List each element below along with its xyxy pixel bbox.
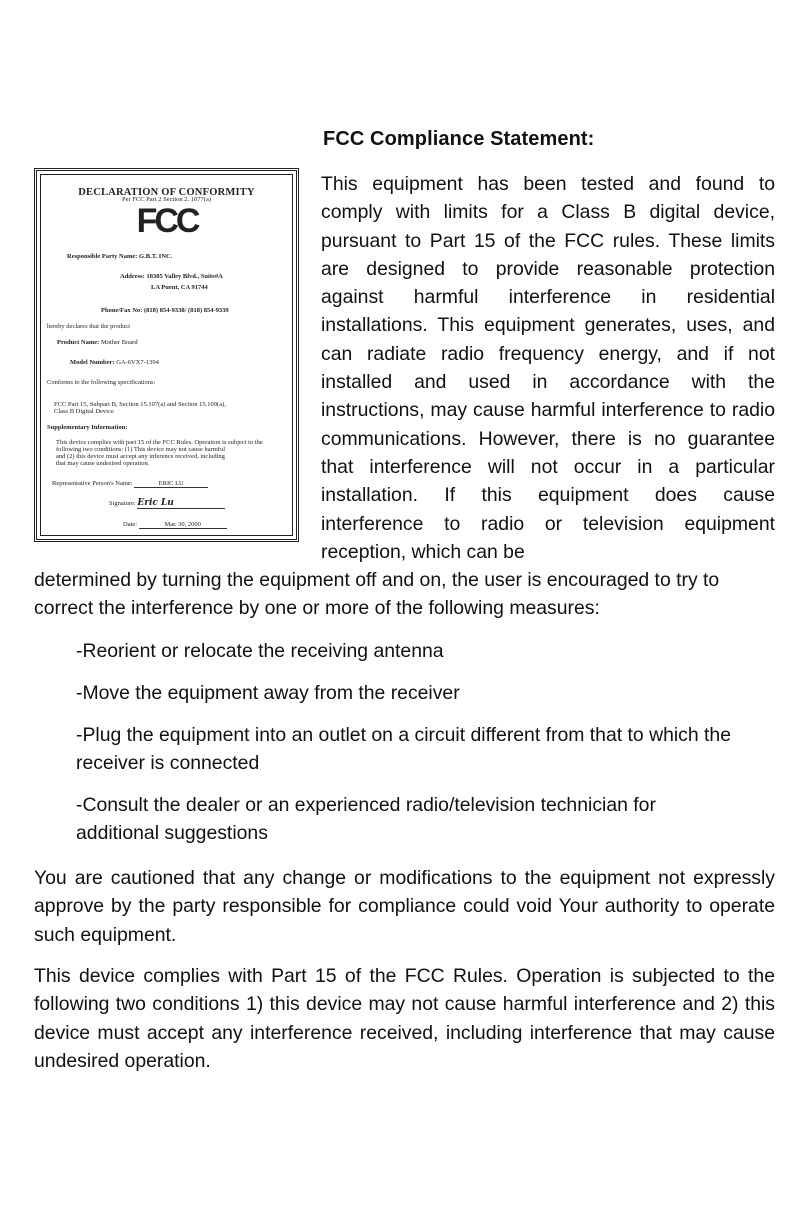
spec-line-1: FCC Part 15, Subpart B, Section 15.107(a) and Section 15.109(a), bbox=[54, 401, 226, 408]
address-row bbox=[120, 273, 223, 280]
model-number-value: GA-6VX7-1394 bbox=[116, 359, 159, 366]
supp-line-4: that may cause undesired operation. bbox=[56, 460, 150, 467]
declaration-subtitle: Per FCC Part 2 Section 2. 1077(a) bbox=[121, 196, 211, 203]
representative-label: Representative Person's Name: bbox=[52, 480, 133, 487]
signature-label: Signature: bbox=[109, 500, 136, 507]
representative-row bbox=[52, 480, 208, 488]
product-name-value: Mother Board bbox=[100, 339, 138, 346]
intro-continuation-line-1: determined by turning the equipment off and on, the user is encouraged to try to bbox=[34, 569, 720, 591]
responsible-party-value: G.B.T. INC. bbox=[139, 253, 173, 260]
measure-item: -Consult the dealer or an experienced radio/television technician for additional suggestions bbox=[76, 794, 656, 845]
address-line2: LA Puent, CA 91744 bbox=[151, 284, 208, 291]
product-name-label: Product Name: bbox=[57, 339, 100, 346]
supplementary-label: Supplementary Information: bbox=[47, 424, 128, 431]
model-number-row bbox=[70, 359, 159, 366]
declaration-title: DECLARATION OF CONFORMITY bbox=[78, 187, 255, 198]
date-label: Date: bbox=[123, 521, 138, 528]
address-line1: 18305 Valley Blvd., Suite#A bbox=[146, 273, 223, 280]
intro-continuation-line-2: correct the interference by one or more of the following measures: bbox=[34, 597, 600, 619]
date-value: Mar. 30, 2000 bbox=[139, 521, 227, 529]
declaration-of-conformity-box bbox=[34, 168, 299, 542]
representative-value: ERIC LU bbox=[134, 480, 208, 488]
caution-paragraph: You are cautioned that any change or modifications to the equipment not expressly approve by the party responsible for compliance could void Your authority to operate such equipment. bbox=[34, 867, 775, 946]
model-number-label: Model Number: bbox=[70, 359, 115, 366]
phone-row bbox=[101, 307, 229, 314]
measure-item: -Reorient or relocate the receiving antenna bbox=[76, 640, 444, 662]
supp-line-2: following two conditions: (1) This device may not cause harmful bbox=[56, 446, 226, 453]
address-label: Address: bbox=[120, 273, 145, 280]
date-row bbox=[123, 521, 227, 529]
fcc-logo-icon bbox=[136, 202, 198, 240]
phone-label: Phone/Fax No: bbox=[101, 307, 143, 314]
responsible-party-row bbox=[67, 253, 172, 260]
product-name-row bbox=[57, 339, 138, 346]
signature-row bbox=[109, 498, 225, 509]
signature-value: Eric Lu bbox=[137, 498, 225, 509]
measure-item: -Plug the equipment into an outlet on a circuit different from that to which the receiver is connected bbox=[76, 724, 731, 775]
spec-line-2: Class B Digital Device bbox=[54, 408, 114, 415]
phone-value: (818) 854-9338/ (818) 854-9339 bbox=[143, 307, 229, 314]
supp-line-1: This device complies with part 15 of the FCC Rules. Operation is subject to the bbox=[56, 439, 263, 446]
measure-item: -Move the equipment away from the receiver bbox=[76, 682, 460, 704]
compliance-paragraph: This device complies with Part 15 of the FCC Rules. Operation is subjected to the following two conditions 1) this device may not cause harmful interference and 2) this device must accept any interference received, including interference that may cause undesired operation. bbox=[34, 965, 775, 1072]
declares-text: hereby declares that the product bbox=[47, 323, 131, 330]
responsible-party-label: Responsible Party Name: bbox=[67, 253, 138, 260]
fcc-logo-text: FCC bbox=[136, 202, 198, 240]
section-heading: FCC Compliance Statement: bbox=[323, 128, 595, 150]
intro-paragraph: This equipment has been tested and found to comply with limits for a Class B digital device, pursuant to Part 15 of the FCC rules. These limits are designed to provide reasonable protection against harmful interference in residential installations. This equipment generates, uses, and can radiate radio frequency energy, and if not installed and used in accordance with the instructions, may cause harmful interference to radio communications. However, there is no guarantee that interference will not occur in a particular installation. If this equipment does cause interference to radio or television equipment reception, which can be bbox=[321, 173, 775, 563]
conforms-text: Conforms to the following specifications: bbox=[47, 379, 156, 386]
supp-line-3: and (2) this device must accept any inference received, including bbox=[56, 453, 225, 460]
